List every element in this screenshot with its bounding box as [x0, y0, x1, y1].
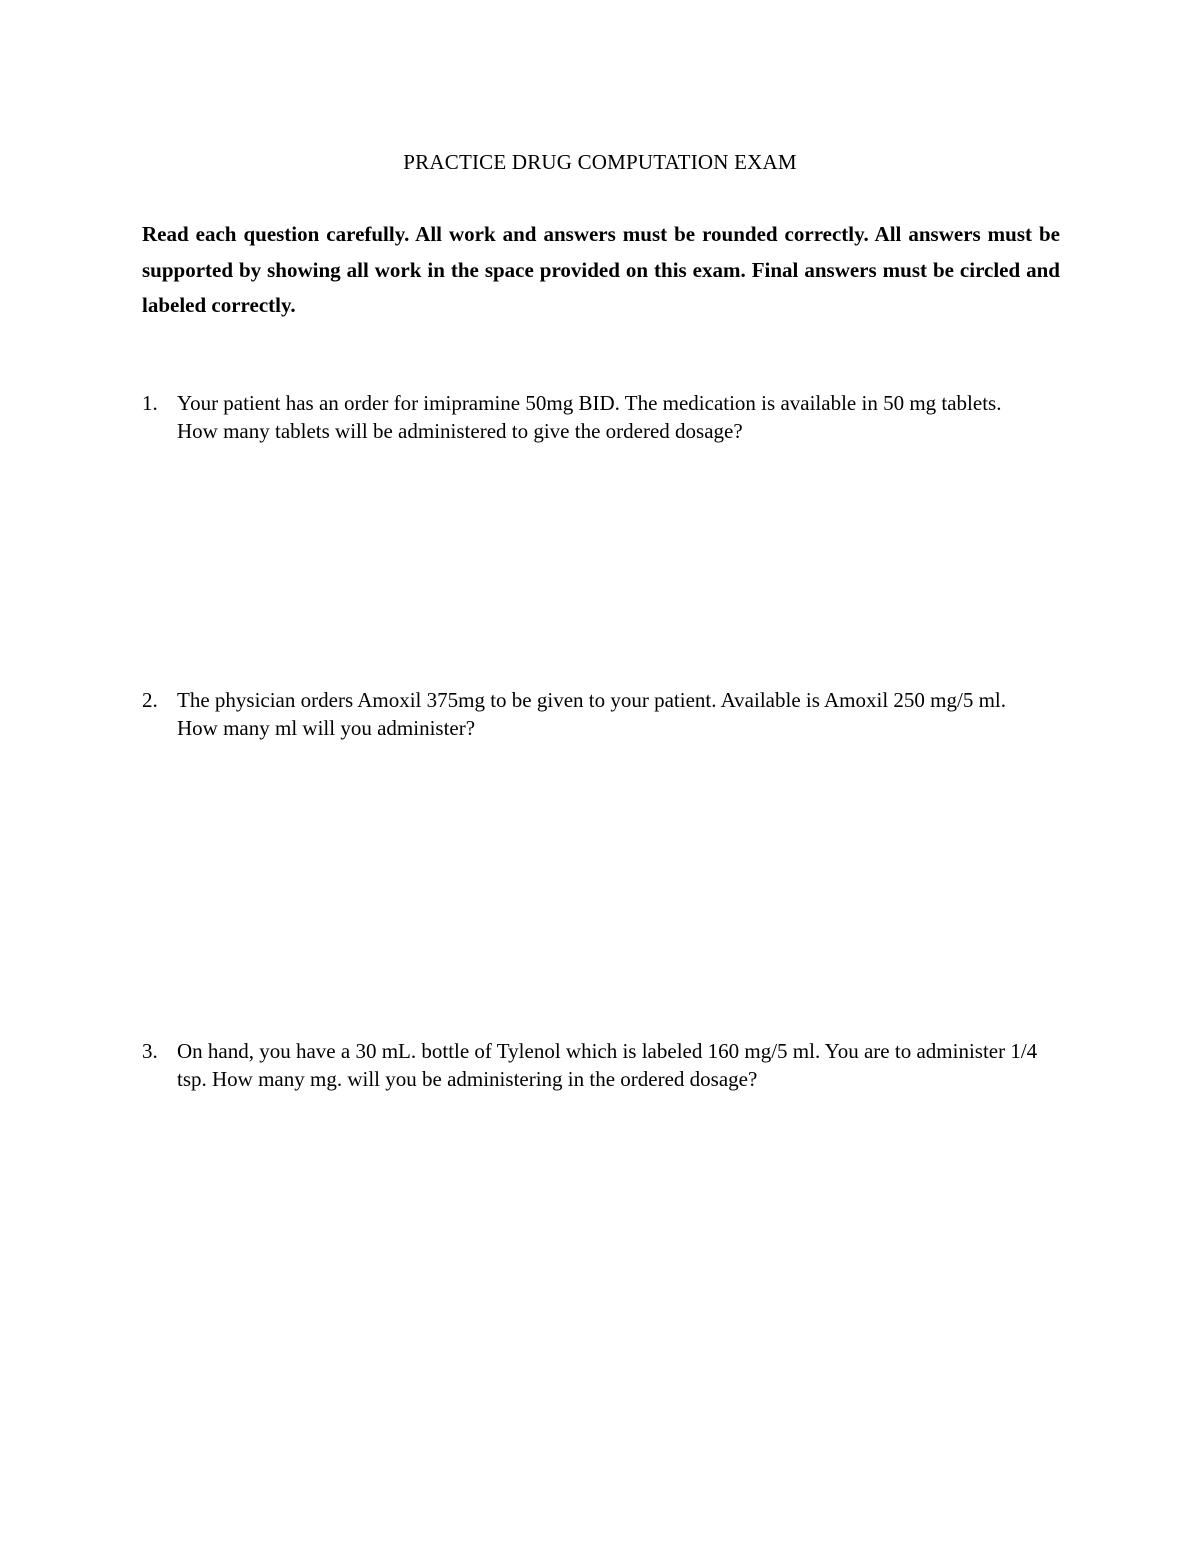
exam-title: PRACTICE DRUG COMPUTATION EXAM — [403, 150, 797, 174]
exam-instructions: Read each question carefully. All work and answers must be rounded correctly. All answers must be supported by showing all work in the space provided on this exam. Final answers must be circled and labeled correctly. — [142, 222, 1060, 317]
question-2 — [142, 686, 1042, 742]
question-text: On hand, you have a 30 mL. bottle of Tylenol which is labeled 160 mg/5 ml. You are to administer 1/4 tsp. How many mg. will you be administering in the ordered dosage? — [177, 1039, 1038, 1091]
question-number: 2. — [142, 688, 158, 712]
question-1 — [142, 389, 1042, 445]
question-number: 3. — [142, 1039, 158, 1063]
question-number: 1. — [142, 391, 158, 415]
question-text: The physician orders Amoxil 375mg to be given to your patient. Available is Amoxil 250 mg/5 ml. How many ml will you administer? — [177, 688, 1007, 740]
question-3 — [142, 1037, 1042, 1093]
question-text: Your patient has an order for imipramine 50mg BID. The medication is available in 50 mg tablets. How many tablets will be administered to give the ordered dosage? — [177, 391, 1002, 443]
